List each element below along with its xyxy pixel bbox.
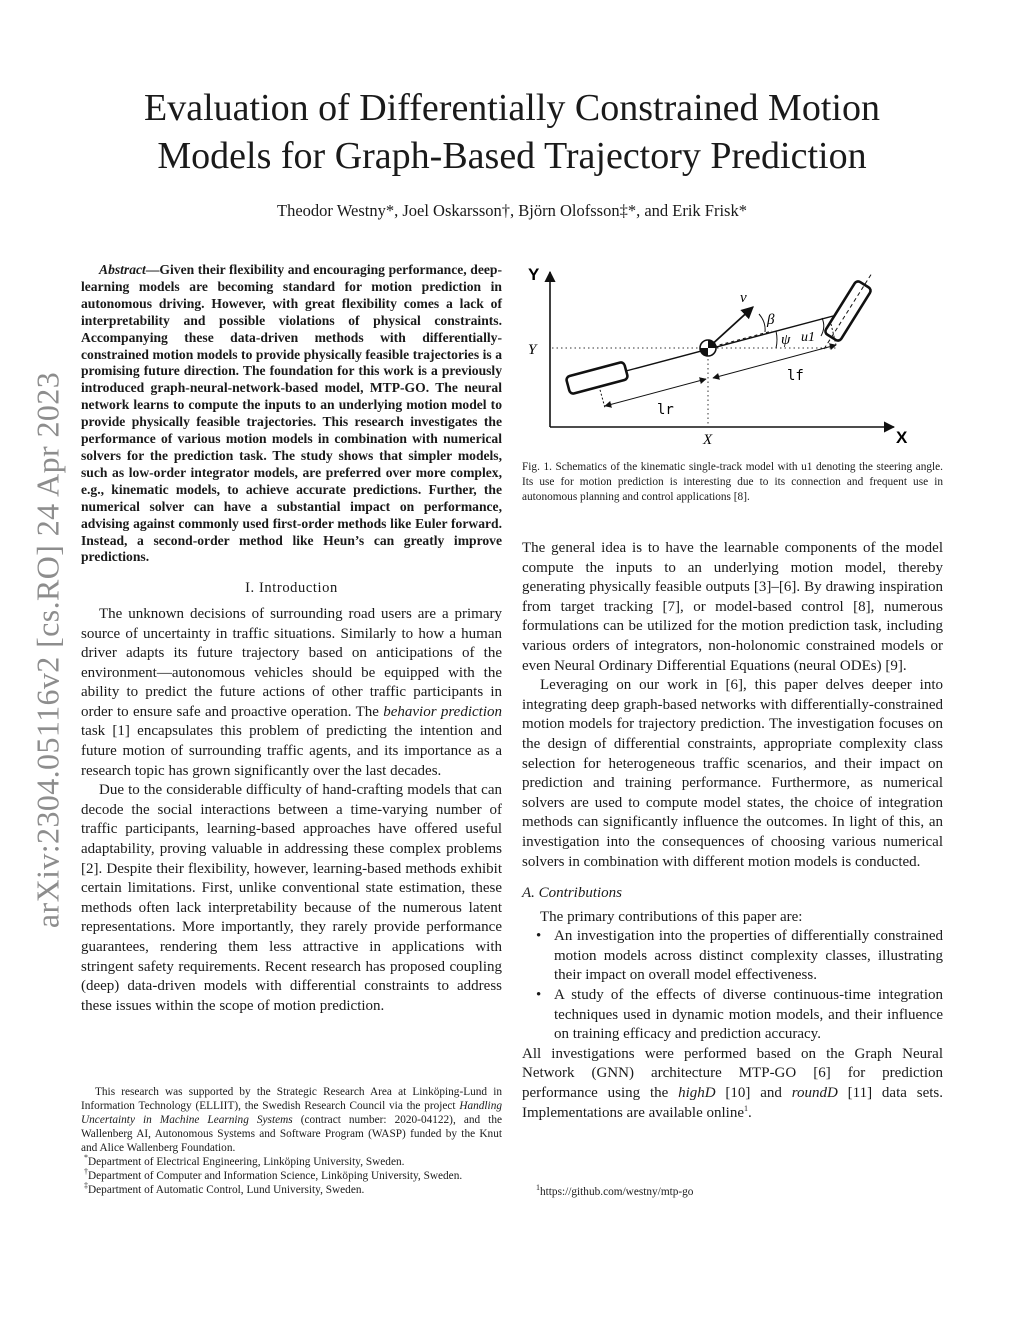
figure-1-caption: Fig. 1. Schematics of the kinematic single-track model with u1 denoting the steering angle. Its use for motion prediction is interesting due to its connection and frequent use in autonomous planning and control applications [8].	[522, 461, 943, 503]
intro-p1-emphasis: behavior prediction	[383, 703, 502, 720]
label-lr: lr	[657, 402, 674, 418]
velocity-vector	[708, 307, 753, 348]
github-link[interactable]: https://github.com/westny/mtp-go	[540, 1186, 694, 1198]
y-axis-label: Y	[528, 265, 540, 284]
arxiv-stamp	[8, 350, 88, 950]
intro-p1-text-a: The unknown decisions of surrounding road users are a primary source of uncertainty in traffic situations. Similarly to how a human driver adapts its future trajectory based on anticipations of the environment—autonomous vehicles should be equipped with the ability to predict the future actions of other traffic participants in order to ensure safe and proactive operation. The	[81, 605, 502, 720]
footnote-funding	[81, 1085, 502, 1155]
footnote-star-text: Department of Electrical Engineering, Linköping University, Sweden.	[88, 1156, 405, 1168]
footnote-ddagger-text: Department of Automatic Control, Lund University, Sweden.	[88, 1184, 365, 1196]
abstract	[81, 262, 502, 566]
footnote-affiliation-ddagger: ‡Department of Automatic Control, Lund University, Sweden.	[84, 1181, 365, 1196]
right-p3-text-a: All investigations were performed based on the Graph Neural Network (GNN) architecture MTP-GO [6] for prediction performance using the	[522, 1045, 943, 1102]
figure-1-vehicle-schematic	[522, 262, 943, 462]
lr-tick-rear	[599, 386, 605, 408]
right-footnote-number: 1	[536, 1183, 540, 1193]
title-line-2: Models for Graph-Based Trajectory Prediction	[157, 135, 867, 177]
footnote-dagger-text: Department of Computer and Information Science, Linköping University, Sweden.	[88, 1170, 463, 1182]
contribution-item-2	[536, 986, 943, 1045]
abstract-text: —Given their flexibility and encouraging performance, deep-learning models are becoming standard for motion prediction in autonomous driving. However, with great flexibility comes a lack of interpretability and possible violations of physical constraints. Accompanying these data-driven methods with differentially-constrained motion models to provide physically feasible trajectories is a promising future direction. The foundation for this work is a previously introduced graph-neural-network-based model, MTP-GO. The neural network learns to compute the inputs to an underlying motion model to provide physically feasible trajectories. This research investigates the performance of various motion models in combination with numerical solvers for the prediction task. The study shows that simpler models, such as low-order integrator models, are preferred over more complex, e.g., kinematic models, to achieve accurate predictions. Further, the numerical solver can have a substantial impact on performance, advising against commonly used first-order methods like Euler forward. Instead, a second-order method like Heun’s can greatly improve predictions.	[81, 262, 502, 565]
section-heading-introduction: I. Introduction	[245, 580, 338, 597]
psi-arc	[776, 331, 777, 348]
contributions-intro: The primary contributions of this paper are:	[540, 908, 803, 925]
u1-arc	[821, 318, 824, 336]
author-list: Theodor Westny*, Joel Oskarsson†, Björn Olofsson‡*, and Erik Frisk*	[277, 201, 747, 220]
intro-paragraph-2: Due to the considerable difficulty of hand-crafting models that can decode the social interactions between a time-varying number of traffic participants, learning-based approaches have offered useful adaptability, proving valuable in addressing these complex problems [2]. Despite their flexibility, however, learning-based methods exhibit certain limitations. First, unlike conventional state estimation, these methods often lack interpretability because of the numerous latent representations. More importantly, they rarely provide performance guarantees, rendering them less attractive in applications with stringent safety requirements. Recent research has proposed coupling (deep) data-driven models with differential constraints to address these issues within the scope of motion prediction.	[81, 782, 502, 1014]
contribution-item-1	[536, 927, 943, 986]
right-p3-text-d: .	[748, 1104, 752, 1121]
right-paragraph-3	[522, 1045, 943, 1123]
right-footnote	[536, 1183, 694, 1198]
footnote-funding-project: Handling Uncertainty in Machine Learning Systems	[81, 1100, 502, 1126]
label-u1: u1	[801, 330, 815, 345]
x-coordinate-label: X	[703, 432, 713, 448]
right-p3-text-b: [10] and	[715, 1085, 792, 1102]
right-column	[522, 539, 943, 1123]
beta-arc	[759, 314, 765, 332]
footnote-funding-a: This research was supported by the Strategic Research Area at Linköping-Lund in Information Technology (ELLIIT), the Swedish Research Council via the project	[81, 1086, 502, 1112]
left-footnotes	[81, 1085, 502, 1197]
dataset-round: roundD	[791, 1085, 838, 1102]
right-paragraph-1: The general idea is to have the learnable components of the model compute the inputs to an underlying motion model, thereby generating physically feasible outputs [3]–[6]. By drawing inspiration from target tracking [7], or model-based control [8], numerous formulations can be utilized for the motion prediction task, including various orders of integrators, non-holonomic constrained models or even Neural Ordinary Differential Equations (neural ODEs) [9].	[522, 540, 943, 674]
lr-dimension	[605, 379, 706, 406]
bullet-icon: •	[536, 928, 542, 945]
abstract-label: Abstract	[99, 262, 146, 277]
contributions-list	[522, 927, 943, 1045]
y-coordinate-label: Y	[528, 342, 537, 358]
bullet-icon: •	[536, 987, 542, 1004]
label-psi: ψ	[781, 332, 791, 348]
cog-fill-quadrant-2	[700, 348, 708, 356]
left-column	[81, 262, 502, 1016]
x-axis-label: X	[896, 428, 908, 447]
footnote-affiliation-dagger: †Department of Computer and Information Science, Linköping University, Sweden.	[84, 1167, 463, 1182]
right-p3-text-c: [11] data sets. Implementations are available online	[522, 1085, 943, 1121]
subsection-heading-contributions: A. Contributions	[522, 885, 623, 902]
dataset-highd: highD	[678, 1085, 716, 1102]
arxiv-identifier[interactable]: arXiv:2304.05116v2 [cs.RO] 24 Apr 2023	[29, 371, 66, 929]
label-beta: β	[767, 312, 775, 328]
footnote-affiliation-star: *Department of Electrical Engineering, Linköping University, Sweden.	[84, 1153, 405, 1168]
footnote-funding-b: (contract number: 2020-04122), and the Wallenberg AI, Autonomous Systems and Software Program (WASP) funded by the Knut and Alice Wallenberg Foundation.	[81, 1114, 502, 1154]
contribution-text-1: An investigation into the properties of differentially constrained motion models across distinct complexity classes, illustrating their impact on overall model effectiveness.	[554, 928, 943, 984]
rear-wheel	[566, 362, 629, 395]
footnote-marker-1: 1	[744, 1103, 748, 1113]
intro-p1-text-b: task [1] encapsulates this problem of predicting the intention and future motion of surrounding traffic agents, and its importance as a research topic has grown significantly over the last decades.	[81, 723, 502, 779]
paper-title	[80, 84, 944, 180]
label-lf: lf	[787, 368, 804, 384]
title-line-1: Evaluation of Differentially Constrained Motion	[144, 87, 880, 129]
intro-paragraph-1	[81, 605, 502, 781]
right-paragraph-2: Leveraging on our work in [6], this paper delves deeper into integrating deep graph-based networks with differentially-constrained motion models for trajectory prediction. The investigation focuses on the design of differential constraints, appropriate complexity class selection for heterogeneous traffic scenarios, and their impact on prediction and training performance. Furthermore, as numerical solvers are used to compute model states, the choice of integration methods can significantly influence the outcomes. In light of this, an investigation into the consequences of choosing various numerical solvers in combination with different motion models is conducted.	[522, 677, 943, 870]
contribution-text-2: A study of the effects of diverse continuous-time integration techniques used in dynamic motion models, and their influence on training efficacy and prediction accuracy.	[554, 987, 943, 1043]
vehicle-body-axis	[592, 311, 852, 380]
label-v: v	[740, 290, 747, 306]
lf-dimension	[713, 345, 836, 378]
